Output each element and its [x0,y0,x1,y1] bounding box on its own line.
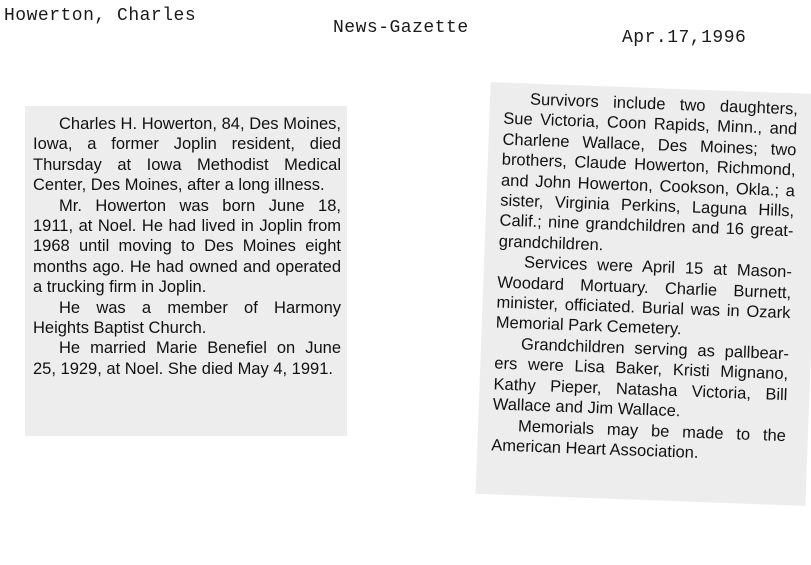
obituary-left-column [33,114,341,379]
obituary-paragraph: He was a member of Harmony Heights Baptist Church. [33,298,341,338]
newspaper-name-label: News-Gazette [333,18,469,38]
obituary-paragraph: Charles H. Howerton, 84, Des Moines, Iowa, a former Joplin resident, died Thursday at Iowa Methodist Medical Center, Des Moines, after a long illness. [33,115,341,195]
obituary-paragraph: Grandchildren serving as pallbearers were Lisa Baker, Kristi Mignano, Kathy Pieper, Natasha Victoria, Bill Wallace and Jim Wallace. [492,335,790,421]
obituary-paragraph: Survivors include two daughters, Sue Victoria, Coon Rapids, Minn., and Charlene Wallace, Des Moines; two brothers, Claude Howerton, Richmond, and John Howerton, Cookson, Okla.; a sister, Virginia Perkins, Laguna Hills, Calif.; nine grandchildren and 16 great-grandchildren. [498,90,799,255]
obituary-clipping-left [25,106,347,436]
obituary-paragraph: Mr. Howerton was born June 18, 1911, at Noel. He had lived in Joplin from 1968 until moving to Des Moines eight months ago. He had owned and operated a trucking firm in Joplin. [33,196,341,297]
publication-date-label: Apr.17,1996 [622,28,747,48]
obituary-clipping-right [476,82,811,506]
obituary-paragraph: Services were April 15 at Mason-Woodard Mortuary. Charlie Burnett, minister, officiated. Burial was in Ozark Memorial Park Cemetery. [495,253,793,339]
obituary-paragraph: Memorials may be made to the American Heart Association. [491,416,787,462]
obituary-paragraph: He married Marie Benefiel on June 25, 1929, at Noel. She died May 4, 1991. [33,339,341,378]
subject-name-label: Howerton, Charles [4,6,197,26]
obituary-right-column [491,89,798,467]
